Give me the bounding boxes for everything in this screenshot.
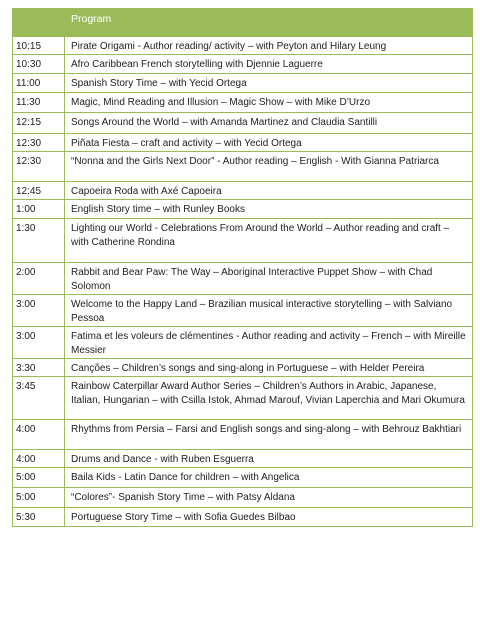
row-event: “Nonna and the Girls Next Door” - Author reading – English - With Gianna Patriarca (65, 152, 473, 182)
table-row (13, 219, 473, 263)
row-event: Capoeira Roda with Axé Capoeira (65, 182, 473, 200)
row-time: 3:00 (13, 327, 65, 359)
row-event: Spanish Story Time – with Yecid Ortega (65, 74, 473, 93)
row-event: Baila Kids - Latin Dance for children – with Angelica (65, 468, 473, 488)
row-event: Welcome to the Happy Land – Brazilian musical interactive storytelling – with Salviano Pessoa (65, 295, 473, 327)
row-time: 1:30 (13, 219, 65, 263)
row-time: 5:30 (13, 508, 65, 527)
table-row (13, 93, 473, 113)
row-event: Fatima et les voleurs de clémentines - Author reading and activity – French – with Mireille Messier (65, 327, 473, 359)
row-event: Rainbow Caterpillar Award Author Series – Children’s Authors in Arabic, Japanese, Italian, Hungarian – with Csilla Istok, Ahmad Marouf, Vivian Laperchia and Mari Okumura (65, 377, 473, 420)
table-row (13, 450, 473, 468)
table-row (13, 295, 473, 327)
row-event: Lighting our World - Celebrations From Around the World – Author reading and craft – with Catherine Rondina (65, 219, 473, 263)
program-column-header: Program (65, 9, 473, 37)
table-row (13, 152, 473, 182)
row-time: 5:00 (13, 468, 65, 488)
row-time: 11:30 (13, 93, 65, 113)
table-row (13, 263, 473, 295)
row-event: English Story time – with Runley Books (65, 200, 473, 219)
table-row (13, 468, 473, 488)
program-table (12, 8, 473, 527)
row-time: 1:00 (13, 200, 65, 219)
table-row (13, 74, 473, 93)
table-row (13, 134, 473, 152)
row-event: “Colores”- Spanish Story Time – with Patsy Aldana (65, 488, 473, 508)
row-time: 4:00 (13, 420, 65, 450)
row-time: 12:30 (13, 134, 65, 152)
row-time: 2:00 (13, 263, 65, 295)
row-event: Rhythms from Persia – Farsi and English songs and sing-along – with Behrouz Bakhtiari (65, 420, 473, 450)
row-event: Songs Around the World – with Amanda Martinez and Claudia Santilli (65, 113, 473, 134)
table-row (13, 182, 473, 200)
program-sheet (12, 8, 473, 527)
row-time: 5:00 (13, 488, 65, 508)
row-time: 12:30 (13, 152, 65, 182)
table-row (13, 488, 473, 508)
row-event: Afro Caribbean French storytelling with Djennie Laguerre (65, 55, 473, 74)
table-row (13, 420, 473, 450)
row-time: 11:00 (13, 74, 65, 93)
row-time: 3:00 (13, 295, 65, 327)
row-time: 12:45 (13, 182, 65, 200)
row-event: Piñata Fiesta – craft and activity – with Yecid Ortega (65, 134, 473, 152)
row-time: 10:30 (13, 55, 65, 74)
row-time: 3:45 (13, 377, 65, 420)
table-row (13, 359, 473, 377)
table-row (13, 508, 473, 527)
time-column-header (13, 9, 65, 37)
row-event: Drums and Dance - with Ruben Esguerra (65, 450, 473, 468)
row-event: Rabbit and Bear Paw: The Way – Aboriginal Interactive Puppet Show – with Chad Solomon (65, 263, 473, 295)
table-row (13, 55, 473, 74)
table-row (13, 37, 473, 55)
table-row (13, 377, 473, 420)
table-row (13, 327, 473, 359)
row-time: 4:00 (13, 450, 65, 468)
row-time: 10:15 (13, 37, 65, 55)
row-event: Canções – Children’s songs and sing-along in Portuguese – with Helder Pereira (65, 359, 473, 377)
row-event: Pirate Origami - Author reading/ activity – with Peyton and Hilary Leung (65, 37, 473, 55)
table-header-row (13, 9, 473, 37)
table-row (13, 200, 473, 219)
table-row (13, 113, 473, 134)
row-event: Magic, Mind Reading and Illusion – Magic Show – with Mike D’Urzo (65, 93, 473, 113)
row-time: 12:15 (13, 113, 65, 134)
row-time: 3:30 (13, 359, 65, 377)
row-event: Portuguese Story Time – with Sofia Guedes Bilbao (65, 508, 473, 527)
